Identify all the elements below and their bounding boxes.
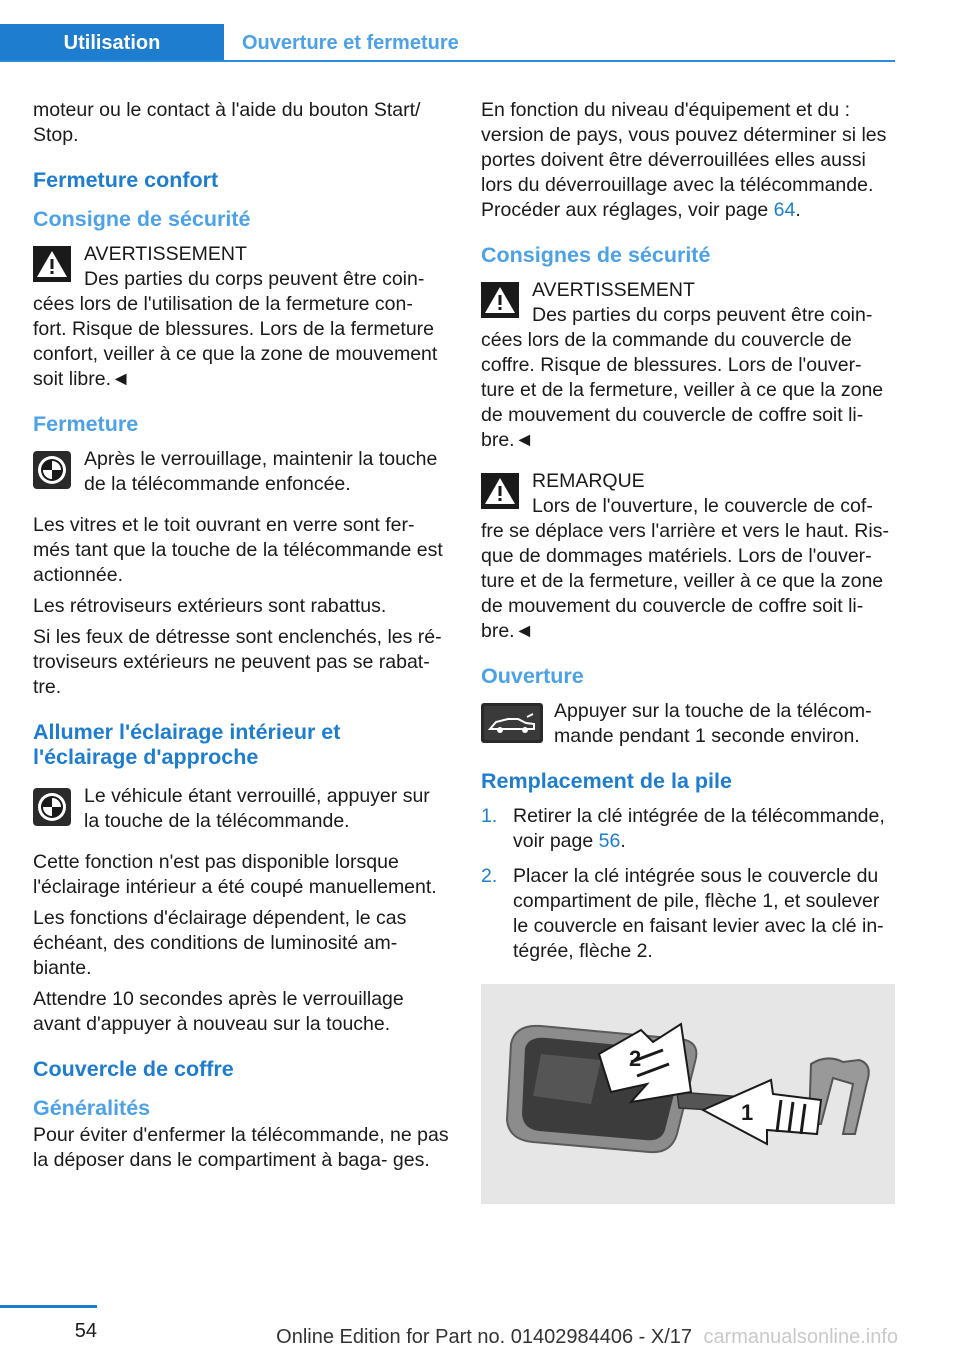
heading-generalites: Généralités [33, 1096, 151, 1120]
warning-notice [481, 278, 895, 453]
footer-divider [0, 1305, 97, 1308]
page-link-56[interactable]: 56 [598, 830, 621, 852]
warning-triangle-icon [481, 282, 519, 318]
step-number: 2. [481, 865, 498, 887]
arrow-label-2: 2 [629, 1046, 642, 1071]
left-column [33, 98, 449, 1179]
paragraph-vitres: Les vitres et le toit ouvrant en verre sont fer- més tant que la touche de la télécommande est actionnée. [33, 514, 443, 586]
step-text: Placer la clé intégrée sous le couvercle du compartiment de pile, flèche 1, et soulever le couvercle en faisant levier avec la clé in- tégrée, flèche 2. [513, 865, 884, 962]
warning-notice [33, 242, 449, 392]
note-title: REMARQUE [532, 470, 645, 492]
paragraph-fonctions-eclairage: Les fonctions d'éclairage dépendent, le cas échéant, des conditions de luminosité am- biante. [33, 907, 407, 979]
steps-list [481, 804, 895, 964]
heading-remplacement-pile: Remplacement de la pile [481, 769, 732, 793]
heading-couvercle-coffre: Couvercle de coffre [33, 1057, 234, 1081]
heading-consigne-securite: Consigne de sécurité [33, 207, 251, 231]
step-text: Retirer la clé intégrée de la télécommande, voir page [513, 805, 885, 852]
fonction-text-end: . [795, 199, 801, 221]
right-column [481, 98, 895, 1204]
edition-text: Online Edition for Part no. 01402984406 - X/17 [276, 1326, 692, 1348]
paragraph-fonction-equipement [481, 98, 895, 223]
warning-text: cées lors de la commande du couvercle de coffre. Risque de blessures. Lors de l'ouver- ture et de la fermeture, veiller à ce que la zone de mouvement du couvercle de coffre soit li- bre.◄ [481, 329, 884, 451]
step-text-end: . [620, 830, 626, 852]
key-illustration [481, 984, 895, 1204]
warning-title: AVERTISSEMENT [84, 243, 247, 265]
arrow-label-1: 1 [741, 1100, 754, 1125]
list-item [481, 804, 895, 854]
heading-ouverture: Ouverture [481, 664, 584, 688]
intro-paragraph: moteur ou le contact à l'aide du bouton Start/ Stop. [33, 99, 421, 146]
key-battery-figure [481, 984, 895, 1204]
note-notice [481, 469, 895, 644]
key-instruction-fermeture [33, 447, 449, 497]
watermark: carmanualsonline.info [703, 1326, 898, 1348]
paragraph-eviter: Pour éviter d'enfermer la télécommande, ne pas la déposer dans le compartiment à baga- ges. [33, 1124, 449, 1171]
warning-text-first-line: Des parties du corps peuvent être coin- [532, 304, 873, 326]
fonction-text: En fonction du niveau d'équipement et du : version de pays, vous pouvez déterminer si les portes doivent être déverrouillées elles aussi lors du déverrouillage avec la télécommande. Procéder aux réglages, voir page [481, 99, 887, 221]
warning-text: cées lors de l'utilisation de la fermeture con- fort. Risque de blessures. Lors de la fermeture confort, veiller à ce que la zone de mouvement soit libre.◄ [33, 293, 438, 390]
bmw-key-icon [33, 788, 71, 826]
paragraph-retroviseurs: Les rétroviseurs extérieurs sont rabattus. [33, 595, 387, 617]
paragraph-attendre: Attendre 10 secondes après le verrouillage avant d'appuyer à nouveau sur la touche. [33, 988, 404, 1035]
bmw-key-icon [33, 451, 71, 489]
heading-allumer-eclairage: Allumer l'éclairage intérieur et l'éclairage d'approche [33, 720, 341, 769]
key-instruction-ouverture [481, 699, 895, 749]
paragraph-cette-fonction: Cette fonction n'est pas disponible lorsque l'éclairage intérieur a été coupé manuellement. [33, 851, 437, 898]
warning-triangle-icon [481, 473, 519, 509]
warning-text-first-line: Des parties du corps peuvent être coin- [84, 268, 425, 290]
paragraph-feux: Si les feux de détresse sont enclenchés, les ré- troviseurs extérieurs ne peuvent pas se rabat- tre. [33, 626, 442, 698]
step-number: 1. [481, 805, 498, 827]
tab-ouverture-fermeture[interactable]: Ouverture et fermeture [242, 31, 459, 54]
note-text-first-line: Lors de l'ouverture, le couvercle de cof- [532, 495, 873, 517]
heading-fermeture: Fermeture [33, 412, 139, 436]
allumer-key-text: Le véhicule étant verrouillé, appuyer sur la touche de la télécommande. [84, 785, 430, 832]
page-number: 54 [74, 1320, 97, 1342]
ouverture-text: Appuyer sur la touche de la télécom- mande pendant 1 seconde environ. [554, 700, 872, 747]
heading-fermeture-confort: Fermeture confort [33, 168, 219, 192]
warning-title: AVERTISSEMENT [532, 279, 695, 301]
trunk-button-icon [481, 703, 543, 743]
key-instruction-allumer [33, 784, 449, 834]
list-item [481, 864, 895, 964]
page-link-64[interactable]: 64 [773, 199, 796, 221]
heading-consignes-securite: Consignes de sécurité [481, 243, 711, 267]
fermeture-key-text: Après le verrouillage, maintenir la touche de la télécommande enfoncée. [84, 448, 438, 495]
tab-utilisation[interactable]: Utilisation [0, 24, 224, 62]
header-divider [0, 60, 895, 62]
note-text: fre se déplace vers l'arrière et vers le haut. Ris- que de dommages matériels. Lors de l'ouver- ture et de la fermeture, veiller à ce que la zone de mouvement du couvercle de coffre soit li- bre.◄ [481, 520, 889, 642]
warning-triangle-icon [33, 246, 71, 282]
